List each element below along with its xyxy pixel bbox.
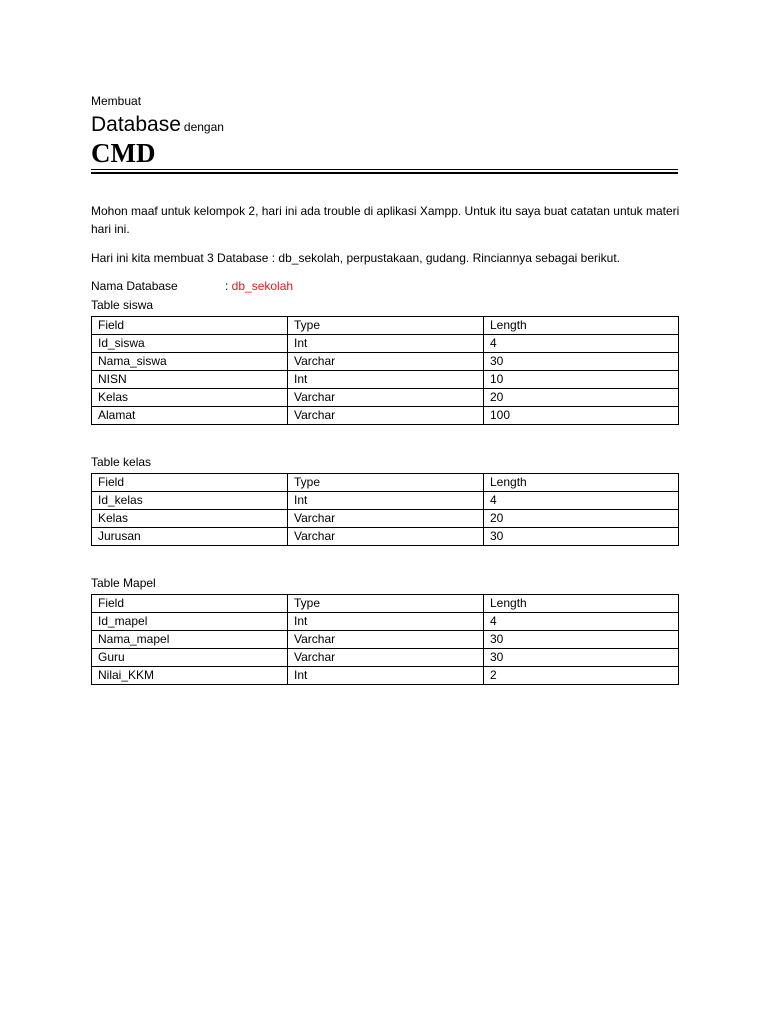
table-cell: 30 (484, 353, 679, 371)
header-cell: Field (92, 595, 288, 613)
table-cell: 10 (484, 371, 679, 389)
table-cell: Varchar (288, 407, 484, 425)
table-cell: Int (288, 492, 484, 510)
table-cell: Int (288, 613, 484, 631)
table-row (92, 613, 679, 631)
heading-dengan: dengan (183, 120, 224, 134)
table-kelas (91, 473, 679, 546)
table-cell: 4 (484, 335, 679, 353)
table-row (92, 407, 679, 425)
table-cell: Jurusan (92, 528, 288, 546)
table-cell: Int (288, 335, 484, 353)
table-cell: Guru (92, 649, 288, 667)
summary-paragraph: Hari ini kita membuat 3 Database : db_sekolah, perpustakaan, gudang. Rinciannya sebagai berikut. (91, 251, 620, 265)
table-header-row (92, 595, 679, 613)
table-cell: Int (288, 371, 484, 389)
header-cell: Field (92, 317, 288, 335)
database-name-line (91, 279, 293, 293)
table-cell: Nama_mapel (92, 631, 288, 649)
table-cell: Kelas (92, 510, 288, 528)
table-cell: Id_mapel (92, 613, 288, 631)
table-cell: NISN (92, 371, 288, 389)
header-cell: Length (484, 595, 679, 613)
table-cell: Varchar (288, 631, 484, 649)
intro-paragraph: Mohon maaf untuk kelompok 2, hari ini ada trouble di aplikasi Xampp. Untuk itu saya buat catatan untuk materi hari ini. (91, 204, 680, 236)
table-cell: Id_kelas (92, 492, 288, 510)
table-cell: 4 (484, 613, 679, 631)
heading-database: Database (91, 113, 181, 136)
table-row (92, 667, 679, 685)
table-cell: Id_siswa (92, 335, 288, 353)
table-row (92, 353, 679, 371)
table-mapel (91, 594, 679, 685)
table-row (92, 335, 679, 353)
header-cell: Field (92, 474, 288, 492)
header-cell: Type (288, 474, 484, 492)
table-cell: 30 (484, 631, 679, 649)
table-cell: Nilai_KKM (92, 667, 288, 685)
table-cell: 20 (484, 389, 679, 407)
table-cell: Int (288, 667, 484, 685)
table-siswa (91, 316, 679, 425)
table-cell: Varchar (288, 353, 484, 371)
heading-membuat: Membuat (91, 94, 142, 108)
database-name-label: Nama Database (91, 279, 178, 293)
table-cell: Varchar (288, 528, 484, 546)
table-cell: Varchar (288, 510, 484, 528)
table-cell: 30 (484, 649, 679, 667)
table-cell: 4 (484, 492, 679, 510)
table-cell: 30 (484, 528, 679, 546)
title-rule-thick (91, 172, 678, 174)
header-cell: Length (484, 474, 679, 492)
header-cell: Type (288, 317, 484, 335)
table-cell: 100 (484, 407, 679, 425)
table-row (92, 649, 679, 667)
title-rule-thin (91, 169, 678, 170)
table-row (92, 492, 679, 510)
table-caption: Table kelas (91, 455, 152, 469)
table-header-row (92, 474, 679, 492)
table-caption: Table Mapel (91, 576, 156, 590)
table-header-row (92, 317, 679, 335)
table-row (92, 510, 679, 528)
heading-line (91, 113, 224, 137)
heading-cmd: CMD (91, 138, 156, 168)
table-cell: Varchar (288, 649, 484, 667)
table-row (92, 371, 679, 389)
header-cell: Type (288, 595, 484, 613)
table-row (92, 631, 679, 649)
table-row (92, 389, 679, 407)
database-name-separator: : (225, 279, 232, 293)
header-cell: Length (484, 317, 679, 335)
table-cell: 2 (484, 667, 679, 685)
table-row (92, 528, 679, 546)
table-cell: Nama_siswa (92, 353, 288, 371)
table-cell: Varchar (288, 389, 484, 407)
table-cell: Alamat (92, 407, 288, 425)
table-cell: Kelas (92, 389, 288, 407)
table-caption: Table siswa (91, 298, 154, 312)
database-name-value: db_sekolah (231, 279, 294, 293)
table-cell: 20 (484, 510, 679, 528)
